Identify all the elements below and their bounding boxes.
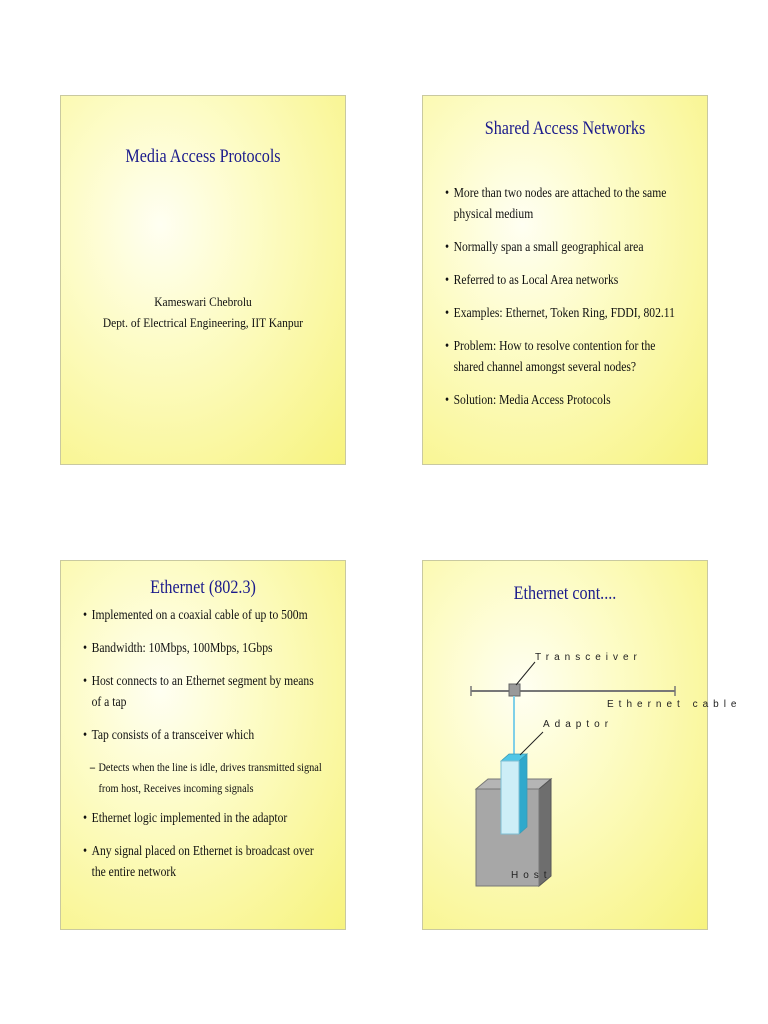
sub-bullet-item: – Detects when the line is idle, drives transmitted signal from host, Receives incoming signals [83, 757, 326, 799]
slide-title: Ethernet cont.... [513, 583, 617, 604]
adaptor-pointer [520, 732, 543, 755]
slide-shared-access-networks [422, 95, 708, 465]
ethernet-cable-label: Ethernet cable [607, 699, 742, 710]
bullet-item: • More than two nodes are attached to the same physical medium [445, 182, 681, 224]
bullet-item: • Implemented on a coaxial cable of up to 500m [83, 604, 319, 625]
bullet-list [83, 604, 322, 894]
bullet-item: • Examples: Ethernet, Token Ring, FDDI, 802.11 [445, 302, 681, 323]
bullet-item: • Problem: How to resolve contention for the shared channel amongst several nodes? [445, 335, 681, 377]
adaptor-card [501, 761, 519, 834]
slide-title: Shared Access Networks [484, 118, 646, 139]
author-name: Kameswari Chebrolu [154, 294, 252, 309]
bullet-item: • Ethernet logic implemented in the adaptor [83, 807, 319, 828]
bullet-item: • Normally span a small geographical area [445, 236, 681, 257]
bullet-list [445, 182, 673, 422]
slide-ethernet-cont [422, 560, 742, 930]
bullet-item: • Tap consists of a transceiver which [83, 724, 319, 745]
slide-ethernet-802-3 [60, 560, 346, 930]
host-label: Host [511, 870, 552, 881]
author-affiliation: Dept. of Electrical Engineering, IIT Kanpur [102, 315, 304, 330]
bullet-item: • Any signal placed on Ethernet is broadcast over the entire network [83, 840, 319, 882]
slide-title: Media Access Protocols [125, 146, 281, 167]
slide-title: Ethernet (802.3) [150, 577, 256, 598]
bullet-item: • Solution: Media Access Protocols [445, 389, 681, 410]
ethernet-diagram [423, 561, 709, 931]
slide-media-access-protocols [60, 95, 346, 465]
transceiver-box [509, 684, 520, 696]
bullet-item: • Referred to as Local Area networks [445, 269, 681, 290]
adaptor-label: Adaptor [543, 719, 614, 730]
bullet-item: • Bandwidth: 10Mbps, 100Mbps, 1Gbps [83, 637, 319, 658]
transceiver-label: Transceiver [535, 652, 642, 663]
bullet-item: • Host connects to an Ethernet segment by means of a tap [83, 670, 319, 712]
transceiver-pointer [516, 662, 535, 685]
